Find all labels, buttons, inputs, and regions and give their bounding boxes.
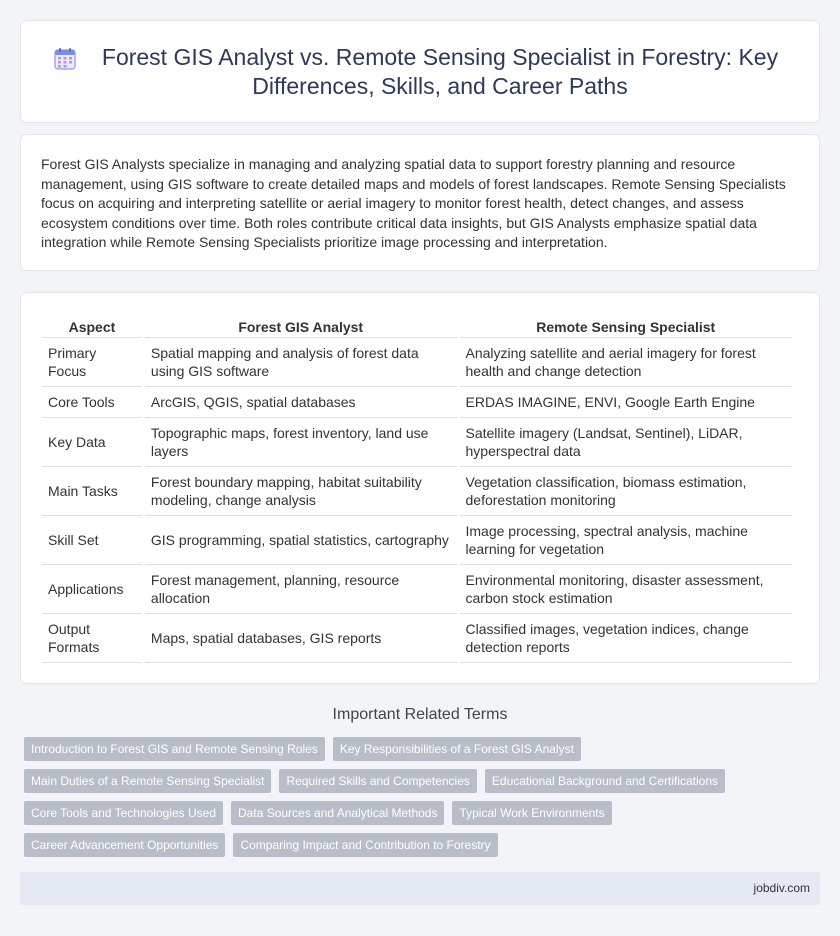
table-row [42,387,792,418]
page-title: Forest GIS Analyst vs. Remote Sensing Specialist in Forestry: Key Differences, Skills, and Career Paths [101,44,779,99]
cell-gis: Maps, spatial databases, GIS reports [145,614,457,663]
tag-data-sources[interactable]: Data Sources and Analytical Methods [231,801,444,825]
cell-gis: Spatial mapping and analysis of forest data using GIS software [145,338,457,387]
header-aspect: Aspect [42,311,142,338]
cell-aspect: Core Tools [42,387,142,418]
table-row [42,338,792,387]
cell-rs: Satellite imagery (Landsat, Sentinel), LiDAR, hyperspectral data [460,418,793,467]
cell-gis: ArcGIS, QGIS, spatial databases [145,387,457,418]
header-remote-sensing-specialist: Remote Sensing Specialist [460,311,793,338]
cell-rs: ERDAS IMAGINE, ENVI, Google Earth Engine [460,387,793,418]
table-row [42,516,792,565]
tag-rs-duties[interactable]: Main Duties of a Remote Sensing Specialist [24,769,271,793]
table-row [42,418,792,467]
cell-rs: Vegetation classification, biomass estimation, deforestation monitoring [460,467,793,516]
cell-rs: Classified images, vegetation indices, change detection reports [460,614,793,663]
cell-aspect: Primary Focus [42,338,142,387]
related-terms-tags [24,737,804,865]
cell-rs: Environmental monitoring, disaster assessment, carbon stock estimation [460,565,793,614]
tag-education[interactable]: Educational Background and Certifications [485,769,725,793]
table-header-row [42,311,792,338]
cell-gis: GIS programming, spatial statistics, cartography [145,516,457,565]
tag-introduction[interactable]: Introduction to Forest GIS and Remote Sensing Roles [24,737,325,761]
cell-rs: Image processing, spectral analysis, machine learning for vegetation [460,516,793,565]
cell-aspect: Output Formats [42,614,142,663]
comparison-table [39,311,795,663]
comparison-table-card [20,292,820,684]
cell-aspect: Skill Set [42,516,142,565]
table-row [42,467,792,516]
tag-impact[interactable]: Comparing Impact and Contribution to Forestry [233,833,497,857]
tag-work-environments[interactable]: Typical Work Environments [452,801,611,825]
cell-aspect: Main Tasks [42,467,142,516]
tag-gis-responsibilities[interactable]: Key Responsibilities of a Forest GIS Analyst [333,737,581,761]
table-row [42,614,792,663]
cell-aspect: Applications [42,565,142,614]
calendar-grid-icon [53,47,77,71]
cell-gis: Topographic maps, forest inventory, land use layers [145,418,457,467]
cell-rs: Analyzing satellite and aerial imagery for forest health and change detection [460,338,793,387]
related-terms-title: Important Related Terms [332,706,508,723]
cell-gis: Forest management, planning, resource allocation [145,565,457,614]
title-card [20,20,820,123]
intro-paragraph: Forest GIS Analysts specialize in managing and analyzing spatial data to support forestry planning and resource management, using GIS software to create detailed maps and models of forest landscapes. Remote Sensing Specialists focus on acquiring and interpreting satellite or aerial imagery to monitor forest health, detect changes, and assess ecosystem conditions over time. Both roles contribute critical data insights, but GIS Analysts emphasize spatial data integration while Remote Sensing Specialists prioritize image processing and interpretation. [41,156,786,251]
table-row [42,565,792,614]
tag-career-advancement[interactable]: Career Advancement Opportunities [24,833,225,857]
intro-card [20,134,820,271]
cell-gis: Forest boundary mapping, habitat suitability modeling, change analysis [145,467,457,516]
tag-tools[interactable]: Core Tools and Technologies Used [24,801,223,825]
header-forest-gis-analyst: Forest GIS Analyst [145,311,457,338]
tag-skills[interactable]: Required Skills and Competencies [279,769,476,793]
footer [20,872,820,905]
footer-site-link[interactable]: jobdiv.com [753,881,810,895]
cell-aspect: Key Data [42,418,142,467]
